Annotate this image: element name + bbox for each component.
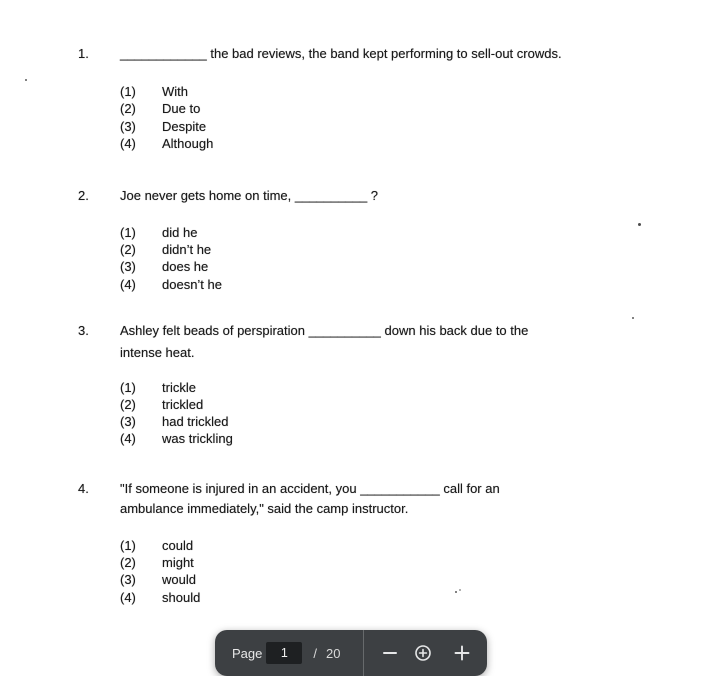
pdf-toolbar	[215, 630, 487, 676]
option-row	[120, 135, 213, 152]
option-row	[120, 413, 228, 430]
question-stem: Ashley felt beads of perspiration __________ down his back due to the	[120, 323, 529, 338]
option-number: (2)	[120, 397, 136, 412]
question-stem: ____________ the bad reviews, the band kept performing to sell-out crowds.	[120, 46, 562, 61]
option-row	[120, 83, 188, 100]
option-label: did he	[162, 225, 198, 240]
option-label: trickle	[162, 380, 196, 395]
page-label: Page	[232, 645, 263, 661]
option-number: (3)	[120, 572, 136, 587]
question-stem: ambulance immediately," said the camp instructor.	[120, 501, 409, 516]
option-number: (4)	[120, 590, 136, 605]
option-row	[120, 276, 222, 293]
page-count: 20	[326, 645, 341, 661]
option-number: (2)	[120, 101, 136, 116]
option-number: (1)	[120, 84, 136, 99]
zoom-circle-plus-icon	[414, 644, 432, 662]
plus-icon	[454, 645, 470, 661]
option-label: With	[162, 84, 188, 99]
option-row	[120, 571, 196, 588]
option-row	[120, 554, 194, 571]
option-number: (2)	[120, 242, 136, 257]
option-row	[120, 118, 206, 135]
page-separator: /	[313, 645, 317, 661]
question-number: 1.	[78, 46, 89, 61]
question-number: 4.	[78, 481, 89, 496]
option-row	[120, 258, 208, 275]
option-number: (3)	[120, 259, 136, 274]
option-label: Although	[162, 136, 214, 151]
option-label: trickled	[162, 397, 204, 412]
option-row	[120, 537, 193, 554]
option-row	[120, 396, 203, 413]
option-row	[120, 379, 196, 396]
question-number: 2.	[78, 188, 89, 203]
option-number: (1)	[120, 380, 136, 395]
option-row	[120, 589, 200, 606]
option-number: (4)	[120, 277, 136, 292]
zoom-out-button[interactable]	[377, 639, 403, 667]
minus-icon	[383, 652, 397, 654]
scan-speck	[455, 591, 457, 593]
option-label: might	[162, 555, 194, 570]
question-stem: Joe never gets home on time, __________ ?	[120, 188, 379, 203]
option-label: should	[162, 590, 201, 605]
question-stem: "If someone is injured in an accident, you ___________ call for an	[120, 481, 500, 496]
zoom-in-button[interactable]	[449, 639, 475, 667]
scan-speck	[25, 79, 27, 81]
option-number: (3)	[120, 414, 136, 429]
option-number: (4)	[120, 136, 136, 151]
option-row	[120, 100, 200, 117]
scan-speck	[632, 317, 634, 319]
option-label: could	[162, 538, 194, 553]
option-label: was trickling	[162, 431, 233, 446]
question-number: 3.	[78, 323, 89, 338]
option-label: does he	[162, 259, 209, 274]
toolbar-divider	[363, 630, 364, 676]
option-number: (3)	[120, 119, 136, 134]
option-label: Due to	[162, 101, 201, 116]
option-label: didn’t he	[162, 242, 212, 257]
option-label: doesn’t he	[162, 277, 222, 292]
scan-speck	[638, 223, 641, 226]
option-number: (2)	[120, 555, 136, 570]
option-row	[120, 430, 233, 447]
option-label: Despite	[162, 119, 207, 134]
option-number: (1)	[120, 225, 136, 240]
option-number: (4)	[120, 431, 136, 446]
question-stem: intense heat.	[120, 345, 195, 360]
option-number: (1)	[120, 538, 136, 553]
option-label: would	[162, 572, 196, 587]
zoom-reset-button[interactable]	[410, 639, 436, 667]
option-row	[120, 224, 197, 241]
option-row	[120, 241, 211, 258]
option-label: had trickled	[162, 414, 229, 429]
page-number-input[interactable]	[266, 642, 302, 664]
